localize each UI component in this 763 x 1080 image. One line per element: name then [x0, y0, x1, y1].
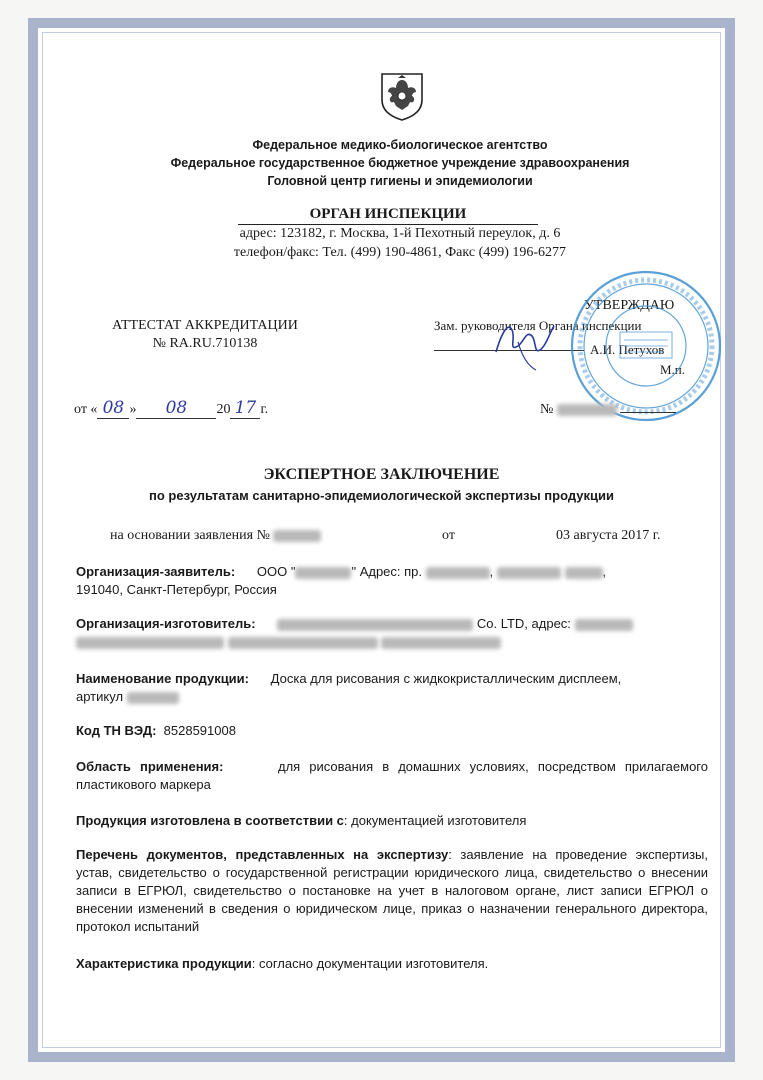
characteristic-block: [76, 955, 708, 973]
documents-block: [76, 846, 708, 936]
product-block: Наименование продукции: Доска для рисования с жидкокристаллическим дисплеем, артикул: [76, 671, 622, 704]
agency-name: Федеральное медико-биологическое агентство: [252, 138, 548, 152]
coat-of-arms-emblem: [378, 70, 426, 122]
organ-address: адрес: 123182, г. Москва, 1-й Пехотный переулок, д. 6: [239, 226, 561, 241]
applicant-label: Организация-заявитель:: [76, 564, 236, 579]
redacted-number: [557, 404, 617, 416]
application-basis: на основании заявления №: [110, 528, 321, 544]
conclusion-title: ЭКСПЕРТНОЕ ЗАКЛЮЧЕНИЕ: [263, 466, 500, 483]
documents-label: Перечень документов, представленных на экспертизу: [76, 847, 449, 862]
issue-day: 08: [97, 398, 129, 419]
product-name: Доска для рисования с жидкокристаллическим дисплеем,: [270, 671, 622, 686]
accreditation-title: АТТЕСТАТ АККРЕДИТАЦИИ: [112, 318, 298, 333]
institution-name: Федеральное государственное бюджетное учреждение здравоохранения: [170, 156, 630, 170]
characteristic-text: : согласно документации изготовителя.: [251, 956, 489, 971]
issue-month: 08: [136, 398, 216, 419]
code-block: [76, 722, 708, 740]
characteristic-label: Характеристика продукции: [76, 956, 252, 971]
redacted-article: [127, 692, 179, 704]
accreditation-number: № RA.RU.710138: [152, 336, 258, 351]
approval-title: УТВЕРЖДАЮ: [584, 298, 675, 313]
approval-number-line: №: [540, 398, 676, 418]
compliance-text: : документацией изготовителя: [343, 813, 527, 828]
applicant-block: Организация-заявитель: ООО " " Адрес: пр. , , 191040, Санкт-Петербург, Россия: [76, 564, 607, 597]
scope-text: для рисования в домашних условиях, посредством прилагаемого пластикового маркера: [76, 759, 708, 792]
issue-year: 17: [230, 398, 260, 419]
signature: [488, 312, 558, 372]
documents-text: : заявление на проведение экспертизы, устав, свидетельство о государственной регистрации юридического лица, свидетельство о внесении записи в ЕГРЮЛ, свидетельство о постановке на учет в налоговом органе, лист записи ЕГРЮЛ о внесении изменений в сведения о юридическом лице, приказ о назначении генерального директора, протокол испытаний: [76, 847, 708, 934]
issue-date-line: от « 08 » 08 20 17 г.: [74, 398, 269, 418]
product-label: Наименование продукции:: [76, 671, 249, 686]
stamp-mark-label: М.п.: [660, 362, 686, 377]
organ-title: ОРГАН ИНСПЕКЦИИ: [238, 206, 538, 225]
approval-name: А.И. Петухов: [590, 342, 665, 357]
applicant-city: 191040, Санкт-Петербург, Россия: [76, 582, 277, 597]
compliance-block: [76, 812, 708, 830]
approval-position: Зам. руководителя Органа инспекции: [434, 318, 642, 333]
redacted-application-number: [273, 530, 321, 542]
manufacturer-label: Организация-изготовитель:: [76, 616, 256, 631]
scope-block: [76, 758, 708, 794]
code-label: Код ТН ВЭД:: [76, 723, 157, 738]
organ-phone: телефон/факс: Тел. (499) 190-4861, Факс (499) 196-6277: [233, 245, 567, 260]
conclusion-subtitle: по результатам санитарно-эпидемиологической экспертизы продукции: [149, 488, 614, 503]
scope-label: Область применения:: [76, 759, 224, 774]
application-from: от: [442, 528, 455, 543]
manufacturer-block: Организация-изготовитель: Co. LTD, адрес:: [76, 615, 708, 651]
center-name: Головной центр гигиены и эпидемиологии: [267, 174, 533, 188]
application-date: 03 августа 2017 г.: [556, 528, 661, 543]
compliance-label: Продукция изготовлена в соответствии с: [76, 813, 344, 828]
code-value: 8528591008: [163, 723, 236, 738]
